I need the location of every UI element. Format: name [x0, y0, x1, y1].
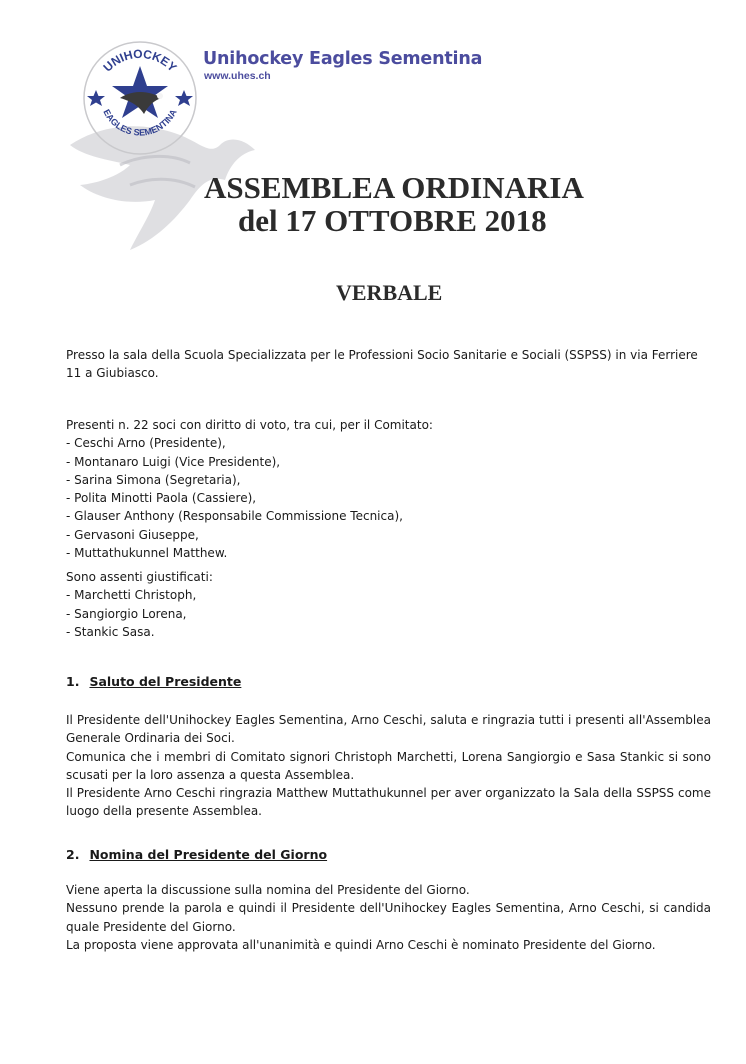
club-logo-icon [80, 38, 200, 158]
section-number: 1. [66, 674, 80, 689]
absent-list [66, 586, 711, 641]
absent-intro: Sono assenti giustificati: [66, 570, 213, 584]
svg-text:EAGLES SEMENTINA [101, 107, 179, 137]
attendees-list [66, 434, 711, 562]
attendees-intro: Presenti n. 22 soci con diritto di voto, tra cui, per il Comitato: [66, 418, 433, 432]
list-item: - Marchetti Christoph, [66, 588, 197, 603]
logo-top-text: UNIHOCKEY [100, 46, 180, 75]
location-paragraph [66, 346, 711, 383]
paragraph: Nessuno prende la parola e quindi il Presidente dell'Unihockey Eagles Sementina, Arno Ceschi, si candida quale Presidente del Giorno. [66, 901, 711, 934]
section-title: Saluto del Presidente [89, 674, 242, 689]
club-url-link[interactable]: www.uhes.ch [204, 70, 271, 82]
attendees-block [66, 416, 711, 562]
document-title-line1: ASSEMBLEA ORDINARIA [204, 170, 584, 205]
list-item: - Gervasoni Giuseppe, [66, 527, 199, 542]
list-item: - Muttathukunnel Matthew. [66, 546, 228, 561]
paragraph: Comunica che i membri di Comitato signori Christoph Marchetti, Lorena Sangiorgio e Sasa Stankic si sono scusati per la loro assenza a questa Assemblea. [66, 749, 711, 782]
section-2-body [66, 881, 711, 954]
paragraph: La proposta viene approvata all'unanimità e quindi Arno Ceschi è nominato Presidente del Giorno. [66, 937, 656, 952]
paragraph: Viene aperta la discussione sulla nomina del Presidente del Giorno. [66, 883, 470, 897]
list-item: - Ceschi Arno (Presidente), [66, 436, 226, 451]
paragraph: Il Presidente dell'Unihockey Eagles Sementina, Arno Ceschi, saluta e ringrazia tutti i presenti all'Assemblea Generale Ordinaria dei Soci. [66, 713, 711, 746]
document-title-line2: del 17 OTTOBRE 2018 [238, 203, 547, 238]
list-item: - Stankic Sasa. [66, 624, 155, 639]
logo-bottom-text: EAGLES SEMENTINA [101, 107, 179, 138]
list-item: - Sarina Simona (Segretaria), [66, 472, 241, 487]
section-1-heading [66, 674, 241, 689]
absent-block [66, 568, 711, 641]
list-item: - Sangiorgio Lorena, [66, 606, 187, 621]
paragraph: Il Presidente Arno Ceschi ringrazia Matthew Muttathukunnel per aver organizzato la Sala della SSPSS come luogo della presente Assemblea. [66, 786, 711, 819]
list-item: - Montanaro Luigi (Vice Presidente), [66, 454, 281, 469]
section-2-heading [66, 847, 327, 862]
section-title: Nomina del Presidente del Giorno [89, 847, 328, 862]
list-item: - Glauser Anthony (Responsabile Commissione Tecnica), [66, 509, 403, 524]
location-text: Presso la sala della Scuola Specializzata per le Professioni Socio Sanitarie e Sociali (SSPSS) in via Ferriere 11 a Giubiasco. [66, 348, 698, 381]
section-1-body [66, 711, 711, 821]
club-name: Unihockey Eagles Sementina [203, 49, 483, 69]
section-number: 2. [66, 847, 80, 862]
list-item: - Polita Minotti Paola (Cassiere), [66, 491, 257, 506]
document-subtitle: VERBALE [336, 280, 443, 305]
